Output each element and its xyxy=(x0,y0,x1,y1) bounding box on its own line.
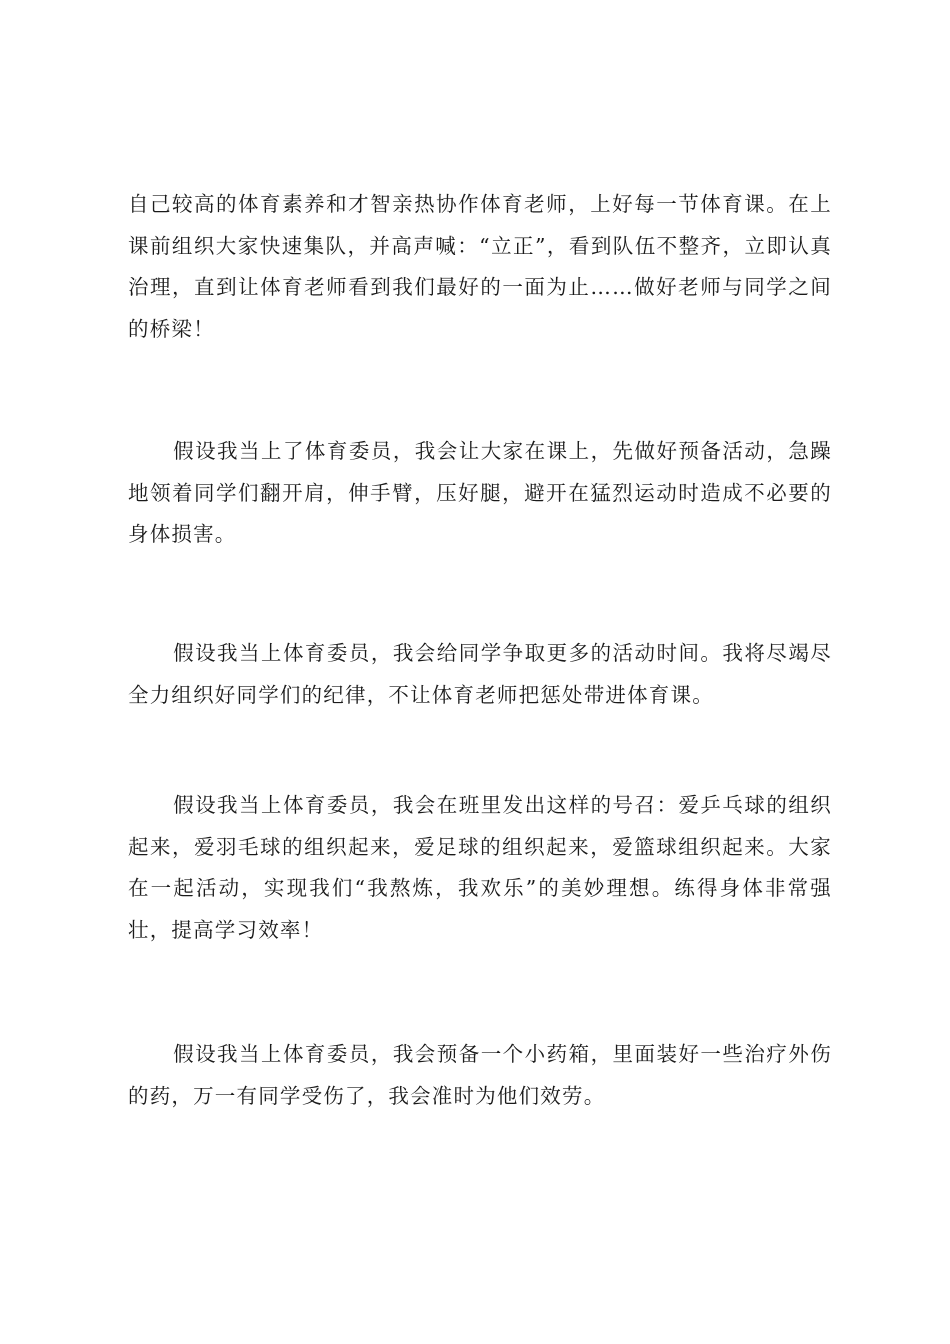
paragraph-3: 假设我当上体育委员，我会给同学争取更多的活动时间。我将尽竭尽全力组织好同学们的纪律，不让体育老师把惩处带进体育课。 xyxy=(128,641,832,707)
paragraph-5: 假设我当上体育委员，我会预备一个小药箱，里面装好一些治疗外伤的药，万一有同学受伤了，我会准时为他们效劳。 xyxy=(128,1042,832,1108)
paragraph-1: 自己较高的体育素养和才智亲热协作体育老师，上好每一节体育课。在上课前组织大家快速集队，并高声喊：“立正”，看到队伍不整齐，立即认真治理，直到让体育老师看到我们最好的一面为止……做好老师与同学之间的桥梁！ xyxy=(128,192,832,341)
paragraph-4: 假设我当上体育委员，我会在班里发出这样的号召：爱乒乓球的组织起来，爱羽毛球的组织起来，爱足球的组织起来，爱篮球组织起来。大家在一起活动，实现我们“我熬炼，我欢乐”的美妙理想。练得身体非常强壮，提高学习效率！ xyxy=(128,793,832,942)
paragraph-2: 假设我当上了体育委员，我会让大家在课上，先做好预备活动，急躁地领着同学们翻开肩，伸手臂，压好腿，避开在猛烈运动时造成不必要的身体损害。 xyxy=(128,439,832,546)
